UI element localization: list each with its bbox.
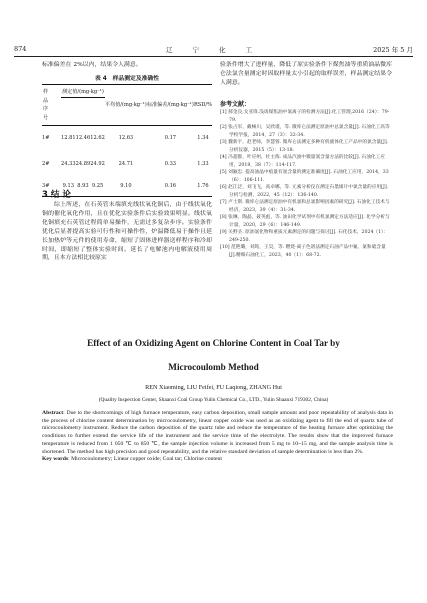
left-intro-text: 标准偏差在 2%以内，结果令人满意。 xyxy=(42,62,142,68)
journal-name: 辽 宁 化 工 xyxy=(165,46,262,54)
table-cell: 24.89 xyxy=(75,160,91,167)
table-cell: 1# xyxy=(42,135,50,142)
keywords-text: : Microcoulometry; Linear copper oxide; Coal tar; Chlorine content xyxy=(68,456,222,463)
table-cell: 1.76 xyxy=(197,183,209,190)
english-title xyxy=(30,331,397,379)
table-cell: 0.16 xyxy=(164,183,177,190)
table-cell: 12.63 xyxy=(118,135,134,142)
col-mean-header: 平均值/(mg·kg⁻¹) xyxy=(105,101,147,108)
reference-item: [9] 关野圣. 原油氯化物和重质元素测定的问题与探讨[J]. 石化技术，2024（1）：249-250. xyxy=(220,230,389,243)
table-cell: 24.92 xyxy=(90,160,105,167)
reference-item: [10] 范艳璐，刘筠，王昊，等. 燃烧-离子色谱法测定石油产品中氟、氯和硫含量[J].精细石油化工，2023，40（1）：68-72. xyxy=(220,245,386,258)
reference-item: [6] 赵江泛，刘飞飞，高卓娜，等. 元素分析仪在测定石墨烯片中氯含量的应用[J]. 分析与检测，2022，45（12）：136-140. xyxy=(220,185,389,198)
table-cell: 24.71 xyxy=(118,160,134,167)
english-title-line: Microcoulomb Method xyxy=(168,362,259,372)
running-header xyxy=(14,44,413,57)
english-authors: REN Xiaoming, LIU Feifei, FU Laqiong, ZHANG Hui xyxy=(145,384,282,391)
reference-item: [7] 卢士斯. 微库仑法测定原油中有机氯和总氯影响因素的研究[J]. 石油化工技术与经济，2023，39（4）：31-34. xyxy=(220,200,390,213)
english-title-line: Effect of an Oxidizing Agent on Chlorine Content in Coal Tar by xyxy=(87,338,340,348)
table-cell: 1.34 xyxy=(197,135,209,142)
table-cell: 2# xyxy=(42,160,50,167)
table-cell: 9.10 xyxy=(120,183,132,190)
table-cell: 0.17 xyxy=(164,135,177,142)
table-cell: 12.62 xyxy=(90,135,105,142)
references-title: 参考文献： xyxy=(220,101,251,108)
references-list xyxy=(220,109,392,259)
table-cell: 9.13 xyxy=(62,183,74,190)
page-number: 874 xyxy=(14,45,27,53)
abstract-label: Abstract xyxy=(42,410,64,416)
conclusion-text: 综上所述，在石英管末端填充线状氧化铜后，由于线状氧化铜的催化氧化作用，且在优化实验条件后实验效果明显。线状氧化铜填充石英管过程简单易操作，无需过多复杂步序。实验条件优化后显著提高实验可行性和可操作性，炉温降低易于操作且延长加热炉等元件的使用寿命，缩短了固体进样器送样程序和冷却时间，即缩短了整体实验时间。延长了电解池内电解液使用周期，且本方法相比较原实 xyxy=(42,202,212,262)
english-abstract xyxy=(42,410,393,464)
reference-item: [5] 刘颖忠. 提高油晶中痕量有氯含量的测定准确度[J]. 石油化工应用，2014，33（6）：106-111. xyxy=(220,170,389,183)
reference-item: [3] 魏新宇，赵老师，李慧蓉. 微库仑法测定多种有机液体化工产品中的氯含量[J]. 分析仪器，2015（5）：13-18. xyxy=(220,140,389,153)
col-measured-header: 测定值/(mg·kg⁻¹) xyxy=(61,85,105,98)
table-cell: 0.33 xyxy=(164,160,177,167)
table-cell: 8.93 xyxy=(77,183,89,190)
table-cell: 12.81 xyxy=(61,135,76,142)
table-row xyxy=(42,151,212,177)
reference-item: [2] 张占军，戴械川，吴欣谨，等. 微库仑法测定原油中总氯含量[J]. 石油化工高等学校学报，2014，27（3）：32-34. xyxy=(220,125,390,138)
issue-date: 2025 年 5 月 xyxy=(373,46,413,54)
table-caption: 表 4 样品测定及准确性 xyxy=(94,76,160,82)
table-4 xyxy=(42,84,212,197)
abstract-text: : Due to the shortcomings of high furnace temperature, easy carbon deposition, small sample amount and poor repeatability of analysis data in the process of chlorine content determination by microcoulometry, linear copper oxide was used as an oxidizing agent to fill the end of quartz tube of microcoulometry instrument. Reduce the carbon deposition of the quartz tube and reduce the temperature of the heating furnace after optimizing the conditions to further extend the service life of the instrument and the service time of the electrolyte. The results show that the improved furnace temperature is reduced from 1 050 ℃ to 850 ℃, the sample injection volume is increased from 5 mg to 10~15 mg, and the sample analysis time is shortened. The method has high precision and good repeatability, and the relative standard deviation of sample determination is less than 2%. xyxy=(42,410,393,455)
table-row xyxy=(42,126,212,151)
col-rsd-header: RSD/% xyxy=(193,102,212,108)
right-intro-text: 验条件增大了进样量，降低了原实验条件下煤焦油等重质油晶微库仑法氯含量测定时因取样量太小引起的取样误差，样品测定结果令人满意。 xyxy=(220,62,392,86)
reference-item: [4] 冯超群，叶应州，杜主炼. 成品汽油中微量氯含量方法的比较[J]. 石油化工应用，2019，38（7）：114-117. xyxy=(220,155,385,168)
reference-item: [8] 张琳，陶晶，聂英彪，等. 油田化学试剂中有机氯测定方法适应[J]. 化学分析与计量，2020，29（6）：146-149. xyxy=(220,215,390,228)
english-affiliation: (Quality Inspection Center, Shaanxi Coal Group Yulin Chemical Co., LTD., Yulin Shaanxi 719302, China) xyxy=(98,397,329,403)
section-heading: 3 结 论 xyxy=(42,190,71,200)
reference-item: [1] 郝金良,戈亚锋.浅谈煤焦油中氯离子的检测方法[J].化工管理,2016（24）：79-79. xyxy=(220,110,390,123)
col-sd-header: 标准偏差/(mg·kg⁻¹) xyxy=(146,101,194,108)
table-cell: 3# xyxy=(42,183,50,190)
table-cell: 9.25 xyxy=(91,183,104,190)
table-cell: 1.33 xyxy=(197,160,209,167)
table-cell: 12.46 xyxy=(75,135,91,142)
table-cell: 24.33 xyxy=(61,160,76,167)
col-sample-header: 样品序号 xyxy=(43,89,49,121)
keywords-label: Key words xyxy=(42,456,69,463)
